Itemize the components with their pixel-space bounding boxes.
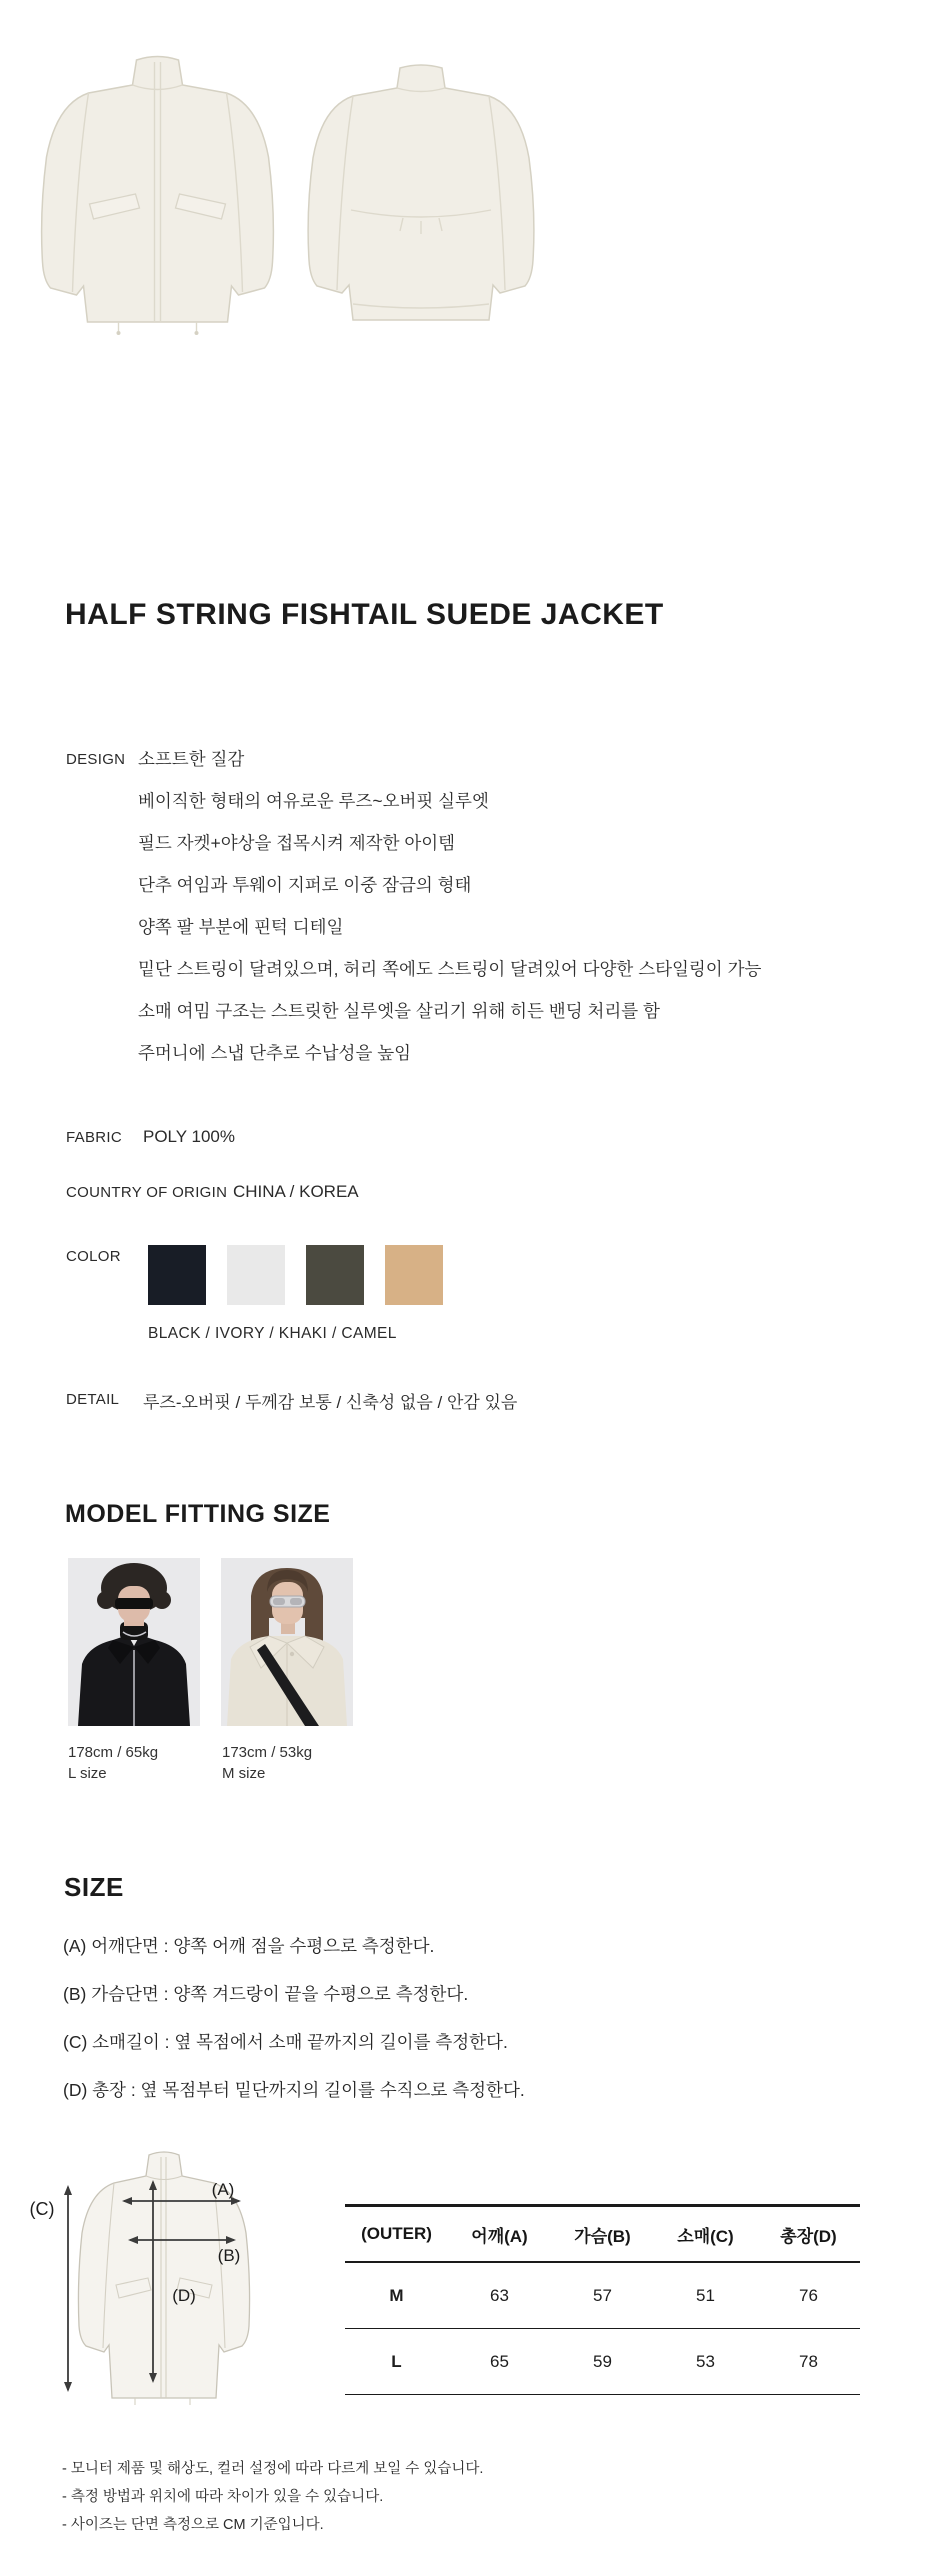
size-value: 51 [696, 2285, 715, 2305]
size-diagram [20, 2130, 270, 2410]
size-table-header-row [345, 2206, 860, 2263]
size-name: L [391, 2351, 402, 2371]
design-line: 소프트한 질감 [138, 749, 245, 769]
footer-notes [62, 2455, 483, 2539]
size-table-header-chest: 가슴(B) [574, 2226, 631, 2246]
color-caption: BLACK / IVORY / KHAKI / CAMEL [148, 1325, 397, 1342]
model-caption-m [222, 1742, 312, 1784]
origin-label: COUNTRY OF ORIGIN [66, 1184, 228, 1201]
diagram-label-a: (A) [211, 2180, 235, 2199]
footer-note: - 모니터 제품 및 해상도, 컬러 설정에 따라 다르게 보일 수 있습니다. [62, 2461, 484, 2477]
size-value: 57 [593, 2285, 612, 2305]
size-note-c: (C) 소매길이 : 옆 목점에서 소매 끝까지의 길이를 측정한다. [63, 2032, 508, 2052]
color-label: COLOR [66, 1248, 121, 1265]
size-table-row-m [345, 2262, 860, 2329]
model-spec: 178cm / 65kg [68, 1744, 159, 1761]
size-value: 78 [799, 2351, 818, 2371]
color-swatches [148, 1245, 443, 1305]
design-lines [138, 749, 761, 1085]
footer-note: - 사이즈는 단면 측정으로 CM 기준입니다. [62, 2517, 324, 2533]
model-size: M size [222, 1765, 266, 1782]
design-label: DESIGN [66, 751, 126, 768]
size-value: 63 [490, 2285, 509, 2305]
model-caption-l [68, 1742, 158, 1784]
model-spec: 173cm / 53kg [222, 1744, 313, 1761]
color-swatch-black [148, 1245, 206, 1305]
size-table-header-outer: (OUTER) [361, 2224, 432, 2243]
diagram-label-b: (B) [217, 2246, 241, 2265]
color-swatch-camel [385, 1245, 443, 1305]
design-line: 소매 여밈 구조는 스트릿한 실루엣을 살리기 위해 히든 밴딩 처리를 함 [138, 1001, 660, 1021]
model-photo-m [221, 1558, 353, 1726]
design-line: 양쪽 팔 부분에 핀턱 디테일 [138, 917, 344, 937]
diagram-label-d: (D) [172, 2286, 196, 2305]
fabric-label: FABRIC [66, 1129, 122, 1146]
design-line: 밑단 스트링이 달려있으며, 허리 쪽에도 스트링이 달려있어 다양한 스타일링이 가능 [138, 959, 762, 979]
model-photo-l [68, 1558, 200, 1726]
design-line: 베이직한 형태의 여유로운 루즈~오버핏 실루엣 [138, 791, 489, 811]
fabric-value: POLY 100% [143, 1127, 235, 1146]
size-note-a: (A) 어깨단면 : 양쪽 어깨 점을 수평으로 측정한다. [63, 1936, 435, 1956]
model-size: L size [68, 1765, 107, 1782]
size-table-header-length: 총장(D) [780, 2226, 837, 2246]
color-swatch-ivory [227, 1245, 285, 1305]
diagram-label-c: (C) [29, 2199, 55, 2219]
design-line: 필드 자켓+야상을 접목시켜 제작한 아이템 [138, 833, 456, 853]
size-table-header-shoulder: 어깨(A) [471, 2226, 528, 2246]
size-value: 53 [696, 2351, 715, 2371]
design-line: 단추 여임과 투웨이 지퍼로 이중 잠금의 형태 [138, 875, 472, 895]
size-note-d: (D) 총장 : 옆 목점부터 밑단까지의 길이를 수직으로 측정한다. [63, 2080, 525, 2100]
size-table-row-l [345, 2329, 860, 2395]
product-image-front [30, 52, 285, 337]
page-title: HALF STRING FISHTAIL SUEDE JACKET [65, 598, 664, 631]
size-heading: SIZE [64, 1872, 124, 1902]
detail-value: 루즈-오버핏 / 두께감 보통 / 신축성 없음 / 안감 있음 [143, 1393, 518, 1412]
size-name: M [389, 2285, 404, 2305]
product-image-back [296, 58, 546, 333]
size-value: 65 [490, 2351, 509, 2371]
size-note-b: (B) 가슴단면 : 양쪽 겨드랑이 끝을 수평으로 측정한다. [63, 1984, 469, 2004]
design-line: 주머니에 스냅 단추로 수납성을 높임 [138, 1043, 412, 1063]
footer-note: - 측정 방법과 위치에 따라 차이가 있을 수 있습니다. [62, 2489, 384, 2505]
detail-label: DETAIL [66, 1391, 120, 1408]
color-swatch-khaki [306, 1245, 364, 1305]
size-table [345, 2204, 860, 2395]
size-value: 76 [799, 2285, 818, 2305]
model-fitting-heading: MODEL FITTING SIZE [65, 1500, 331, 1528]
size-value: 59 [593, 2351, 612, 2371]
size-table-header-sleeve: 소매(C) [677, 2226, 734, 2246]
origin-value: CHINA / KOREA [233, 1182, 359, 1201]
